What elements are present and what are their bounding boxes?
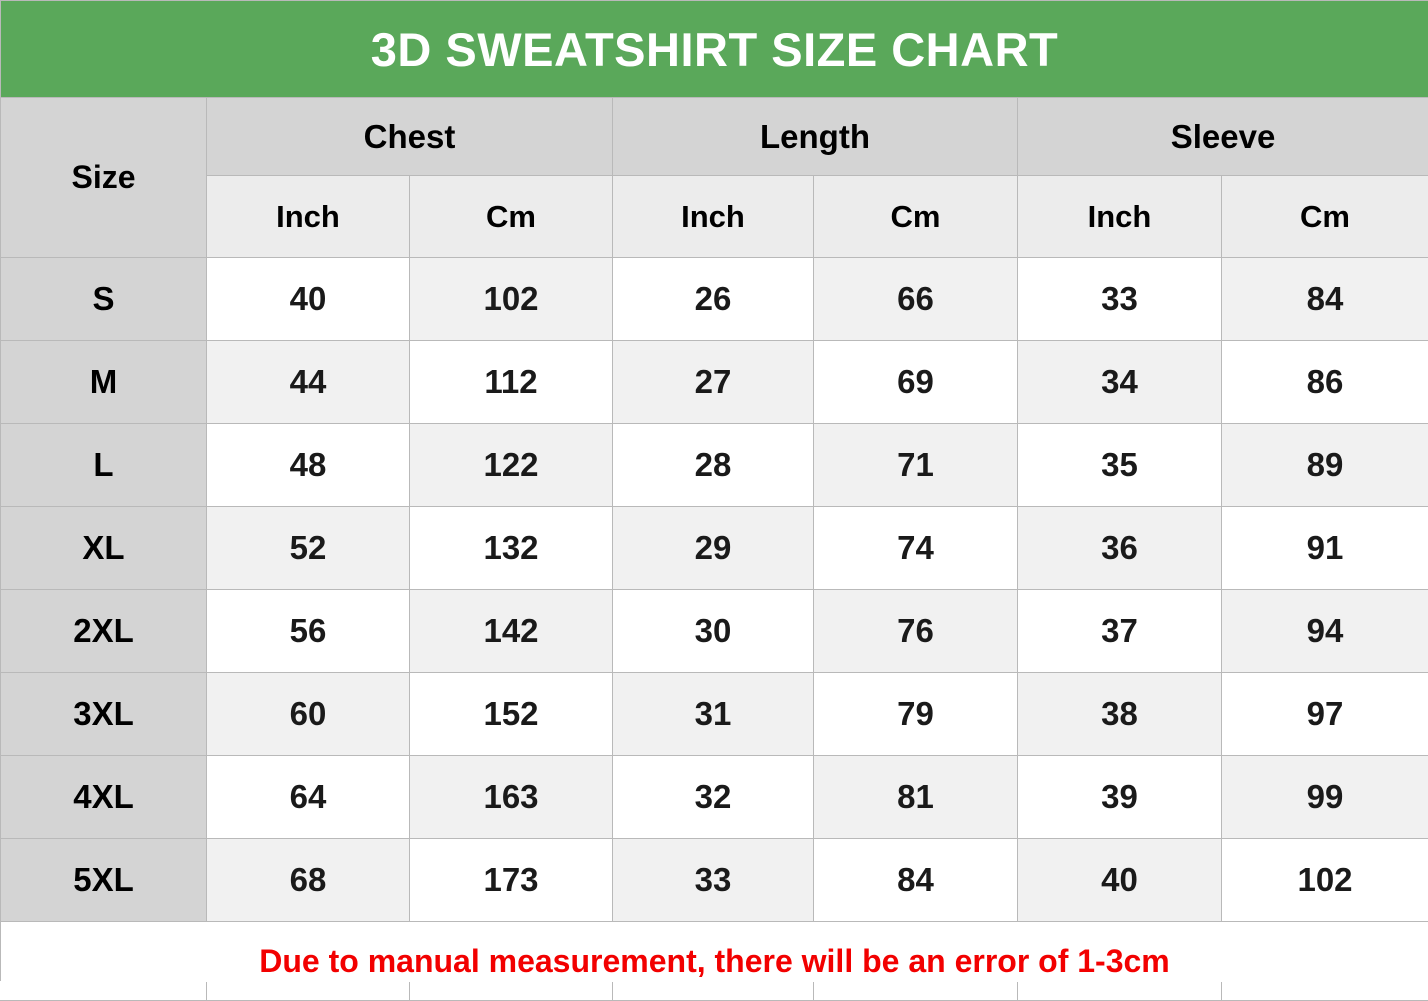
- cell-sleeve-cm: 91: [1222, 507, 1428, 590]
- row-size-label: M: [1, 341, 207, 424]
- measurement-note: Due to manual measurement, there will be an error of 1-3cm: [1, 922, 1428, 1001]
- cell-sleeve-cm: 99: [1222, 756, 1428, 839]
- cell-sleeve-inch: 37: [1018, 590, 1222, 673]
- cell-chest-cm: 122: [410, 424, 613, 507]
- cell-chest-cm: 152: [410, 673, 613, 756]
- cell-length-cm: 84: [814, 839, 1018, 922]
- group-header-sleeve: Sleeve: [1018, 98, 1428, 176]
- cell-sleeve-inch: 34: [1018, 341, 1222, 424]
- group-header-chest: Chest: [207, 98, 613, 176]
- unit-header-length-cm: Cm: [814, 176, 1018, 258]
- cell-sleeve-cm: 86: [1222, 341, 1428, 424]
- unit-header-chest-cm: Cm: [410, 176, 613, 258]
- table-row: [1, 673, 1428, 756]
- cell-length-inch: 27: [613, 341, 814, 424]
- cell-chest-inch: 56: [207, 590, 410, 673]
- cell-chest-cm: 173: [410, 839, 613, 922]
- table-row: [1, 590, 1428, 673]
- cell-sleeve-cm: 89: [1222, 424, 1428, 507]
- page-title: 3D SWEATSHIRT SIZE CHART: [1, 1, 1428, 98]
- unit-header-chest-inch: Inch: [207, 176, 410, 258]
- cell-chest-inch: 40: [207, 258, 410, 341]
- group-header-length: Length: [613, 98, 1018, 176]
- cell-length-inch: 29: [613, 507, 814, 590]
- row-size-label: XL: [1, 507, 207, 590]
- row-size-label: 5XL: [1, 839, 207, 922]
- table-row: [1, 258, 1428, 341]
- cell-length-cm: 74: [814, 507, 1018, 590]
- table-row: [1, 424, 1428, 507]
- cell-length-inch: 26: [613, 258, 814, 341]
- cell-chest-cm: 163: [410, 756, 613, 839]
- cell-length-inch: 31: [613, 673, 814, 756]
- row-size-label: L: [1, 424, 207, 507]
- cell-length-cm: 69: [814, 341, 1018, 424]
- cell-length-inch: 28: [613, 424, 814, 507]
- row-size-label: S: [1, 258, 207, 341]
- group-header-row: [1, 98, 1428, 176]
- row-size-label: 4XL: [1, 756, 207, 839]
- cell-length-cm: 76: [814, 590, 1018, 673]
- cell-sleeve-inch: 36: [1018, 507, 1222, 590]
- cell-chest-cm: 112: [410, 341, 613, 424]
- bottom-edge-strip: [0, 981, 1428, 1000]
- cell-length-cm: 79: [814, 673, 1018, 756]
- table-row: [1, 341, 1428, 424]
- cell-sleeve-cm: 102: [1222, 839, 1428, 922]
- cell-length-cm: 81: [814, 756, 1018, 839]
- cell-chest-inch: 64: [207, 756, 410, 839]
- table-row: [1, 756, 1428, 839]
- row-size-label: 2XL: [1, 590, 207, 673]
- cell-length-inch: 33: [613, 839, 814, 922]
- table-row: [1, 507, 1428, 590]
- cell-chest-inch: 52: [207, 507, 410, 590]
- cell-length-inch: 32: [613, 756, 814, 839]
- unit-header-sleeve-inch: Inch: [1018, 176, 1222, 258]
- cell-length-cm: 71: [814, 424, 1018, 507]
- cell-sleeve-inch: 35: [1018, 424, 1222, 507]
- cell-chest-cm: 142: [410, 590, 613, 673]
- cell-sleeve-cm: 97: [1222, 673, 1428, 756]
- table-row: [1, 839, 1428, 922]
- cell-sleeve-inch: 39: [1018, 756, 1222, 839]
- size-column-header: Size: [1, 98, 207, 258]
- cell-chest-inch: 44: [207, 341, 410, 424]
- cell-sleeve-inch: 40: [1018, 839, 1222, 922]
- cell-sleeve-inch: 38: [1018, 673, 1222, 756]
- cell-chest-inch: 60: [207, 673, 410, 756]
- row-size-label: 3XL: [1, 673, 207, 756]
- unit-header-sleeve-cm: Cm: [1222, 176, 1428, 258]
- title-row: [1, 1, 1428, 98]
- unit-header-length-inch: Inch: [613, 176, 814, 258]
- cell-chest-inch: 48: [207, 424, 410, 507]
- cell-sleeve-cm: 94: [1222, 590, 1428, 673]
- cell-chest-cm: 102: [410, 258, 613, 341]
- cell-sleeve-cm: 84: [1222, 258, 1428, 341]
- cell-length-inch: 30: [613, 590, 814, 673]
- cell-chest-cm: 132: [410, 507, 613, 590]
- cell-chest-inch: 68: [207, 839, 410, 922]
- unit-header-row: [1, 176, 1428, 258]
- cell-length-cm: 66: [814, 258, 1018, 341]
- cell-sleeve-inch: 33: [1018, 258, 1222, 341]
